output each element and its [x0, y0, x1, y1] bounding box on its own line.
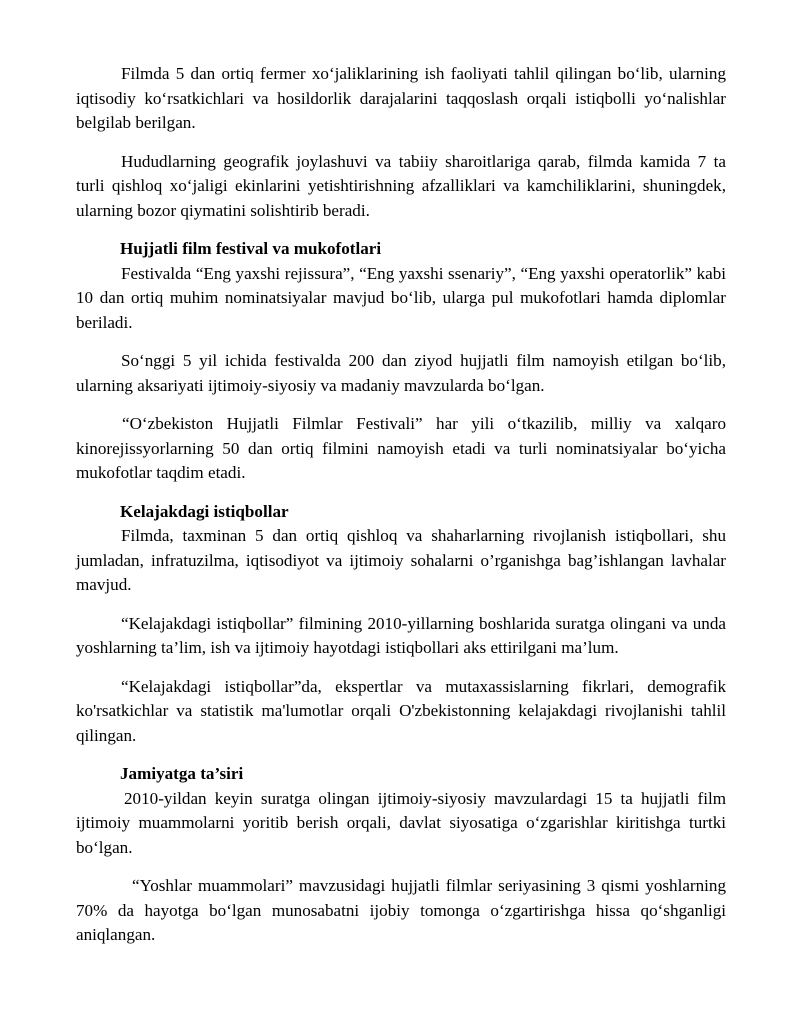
paragraph-kelajak-experts: “Kelajakdagi istiqbollar”da, ekspertlar va mutaxassislarning fikrlari, demografik ko'rsatkichlar va statistik ma'lumotlar orqali O'zbekistonning kelajakdagi rivojlanishi tahlil qilingan. [76, 676, 726, 745]
heading-kelajak: Kelajakdagi istiqbollar [120, 501, 289, 521]
paragraph-festival-nominations: Festivalda “Eng yaxshi rejissura”, “Eng yaxshi ssenariy”, “Eng yaxshi operatorlik” kabi 10 dan ortiq muhim nominatsiyalar mavjud bo‘lib, ularga pul mukofotlari hamda diplomlar beriladi. [76, 263, 726, 332]
heading-jamiyat: Jamiyatga ta’siri [120, 764, 244, 783]
paragraph-fermer: Filmda 5 dan ortiq fermer xo‘jaliklarining ish faoliyati tahlil qilingan bo‘lib, ularning iqtisodiy ko‘rsatkichlari va hosildorlik darajalarini taqqoslash orqali istiqbolli yo‘nalishlar belgilab berilgan. [76, 64, 726, 132]
paragraph-festival-films: So‘nggi 5 yil ichida festivalda 200 dan ziyod hujjatli film namoyish etilgan bo‘lib, ularning aksariyati ijtimoiy-siyosiy va madaniy mavzularda bo‘lgan. [76, 351, 726, 395]
paragraph-jamiyat-youth: “Yoshlar muammolari” mavzusidagi hujjatli filmlar seriyasining 3 qismi yoshlarning 70% da hayotga bo‘lgan munosabatni ijobiy tomonga o‘zgartirishga hissa qo‘shganligi aniqlangan. [76, 876, 726, 944]
paragraph-jamiyat-films: 2010-yildan keyin suratga olingan ijtimoiy-siyosiy mavzulardagi 15 ta hujjatli film ijtimoiy muammolarni yoritib berish orqali, davlat siyosatiga o‘zgarishlar kiritishga turtki bo‘lgan. [76, 788, 726, 857]
paragraph-kelajak-villages: Filmda, taxminan 5 dan ortiq qishloq va shaharlarning rivojlanish istiqbollari, shu jumladan, infratuzilma, iqtisodiyot va ijtimoiy sohalarni o’rganishga bag’ishlangan lavhalar mavjud. [76, 526, 726, 594]
paragraph-hududlar: Hududlarning geografik joylashuvi va tabiiy sharoitlariga qarab, filmda kamida 7 ta turli qishloq xo‘jaligi ekinlarini yetishtirishning afzalliklari va kamchiliklarini, shuningdek, ularning bozor qiymatini solishtirib beradi. [76, 151, 726, 220]
paragraph-kelajak-film: “Kelajakdagi istiqbollar” filmining 2010-yillarning boshlarida suratga olingani va unda yoshlarning ta’lim, ish va ijtimoiy hayotdagi istiqbollari aks ettirilgani ma’lum. [76, 613, 726, 657]
document-page [76, 62, 726, 948]
paragraph-festival-uzbekistan: “O‘zbekiston Hujjatli Filmlar Festivali” har yili o‘tkazilib, milliy va xalqaro kinorejissyorlarning 50 dan ortiq filmini namoyish etadi va turli nominatsiyalar bo‘yicha mukofotlar taqdim etadi. [76, 414, 726, 482]
heading-festival: Hujjatli film festival va mukofotlari [120, 239, 382, 258]
